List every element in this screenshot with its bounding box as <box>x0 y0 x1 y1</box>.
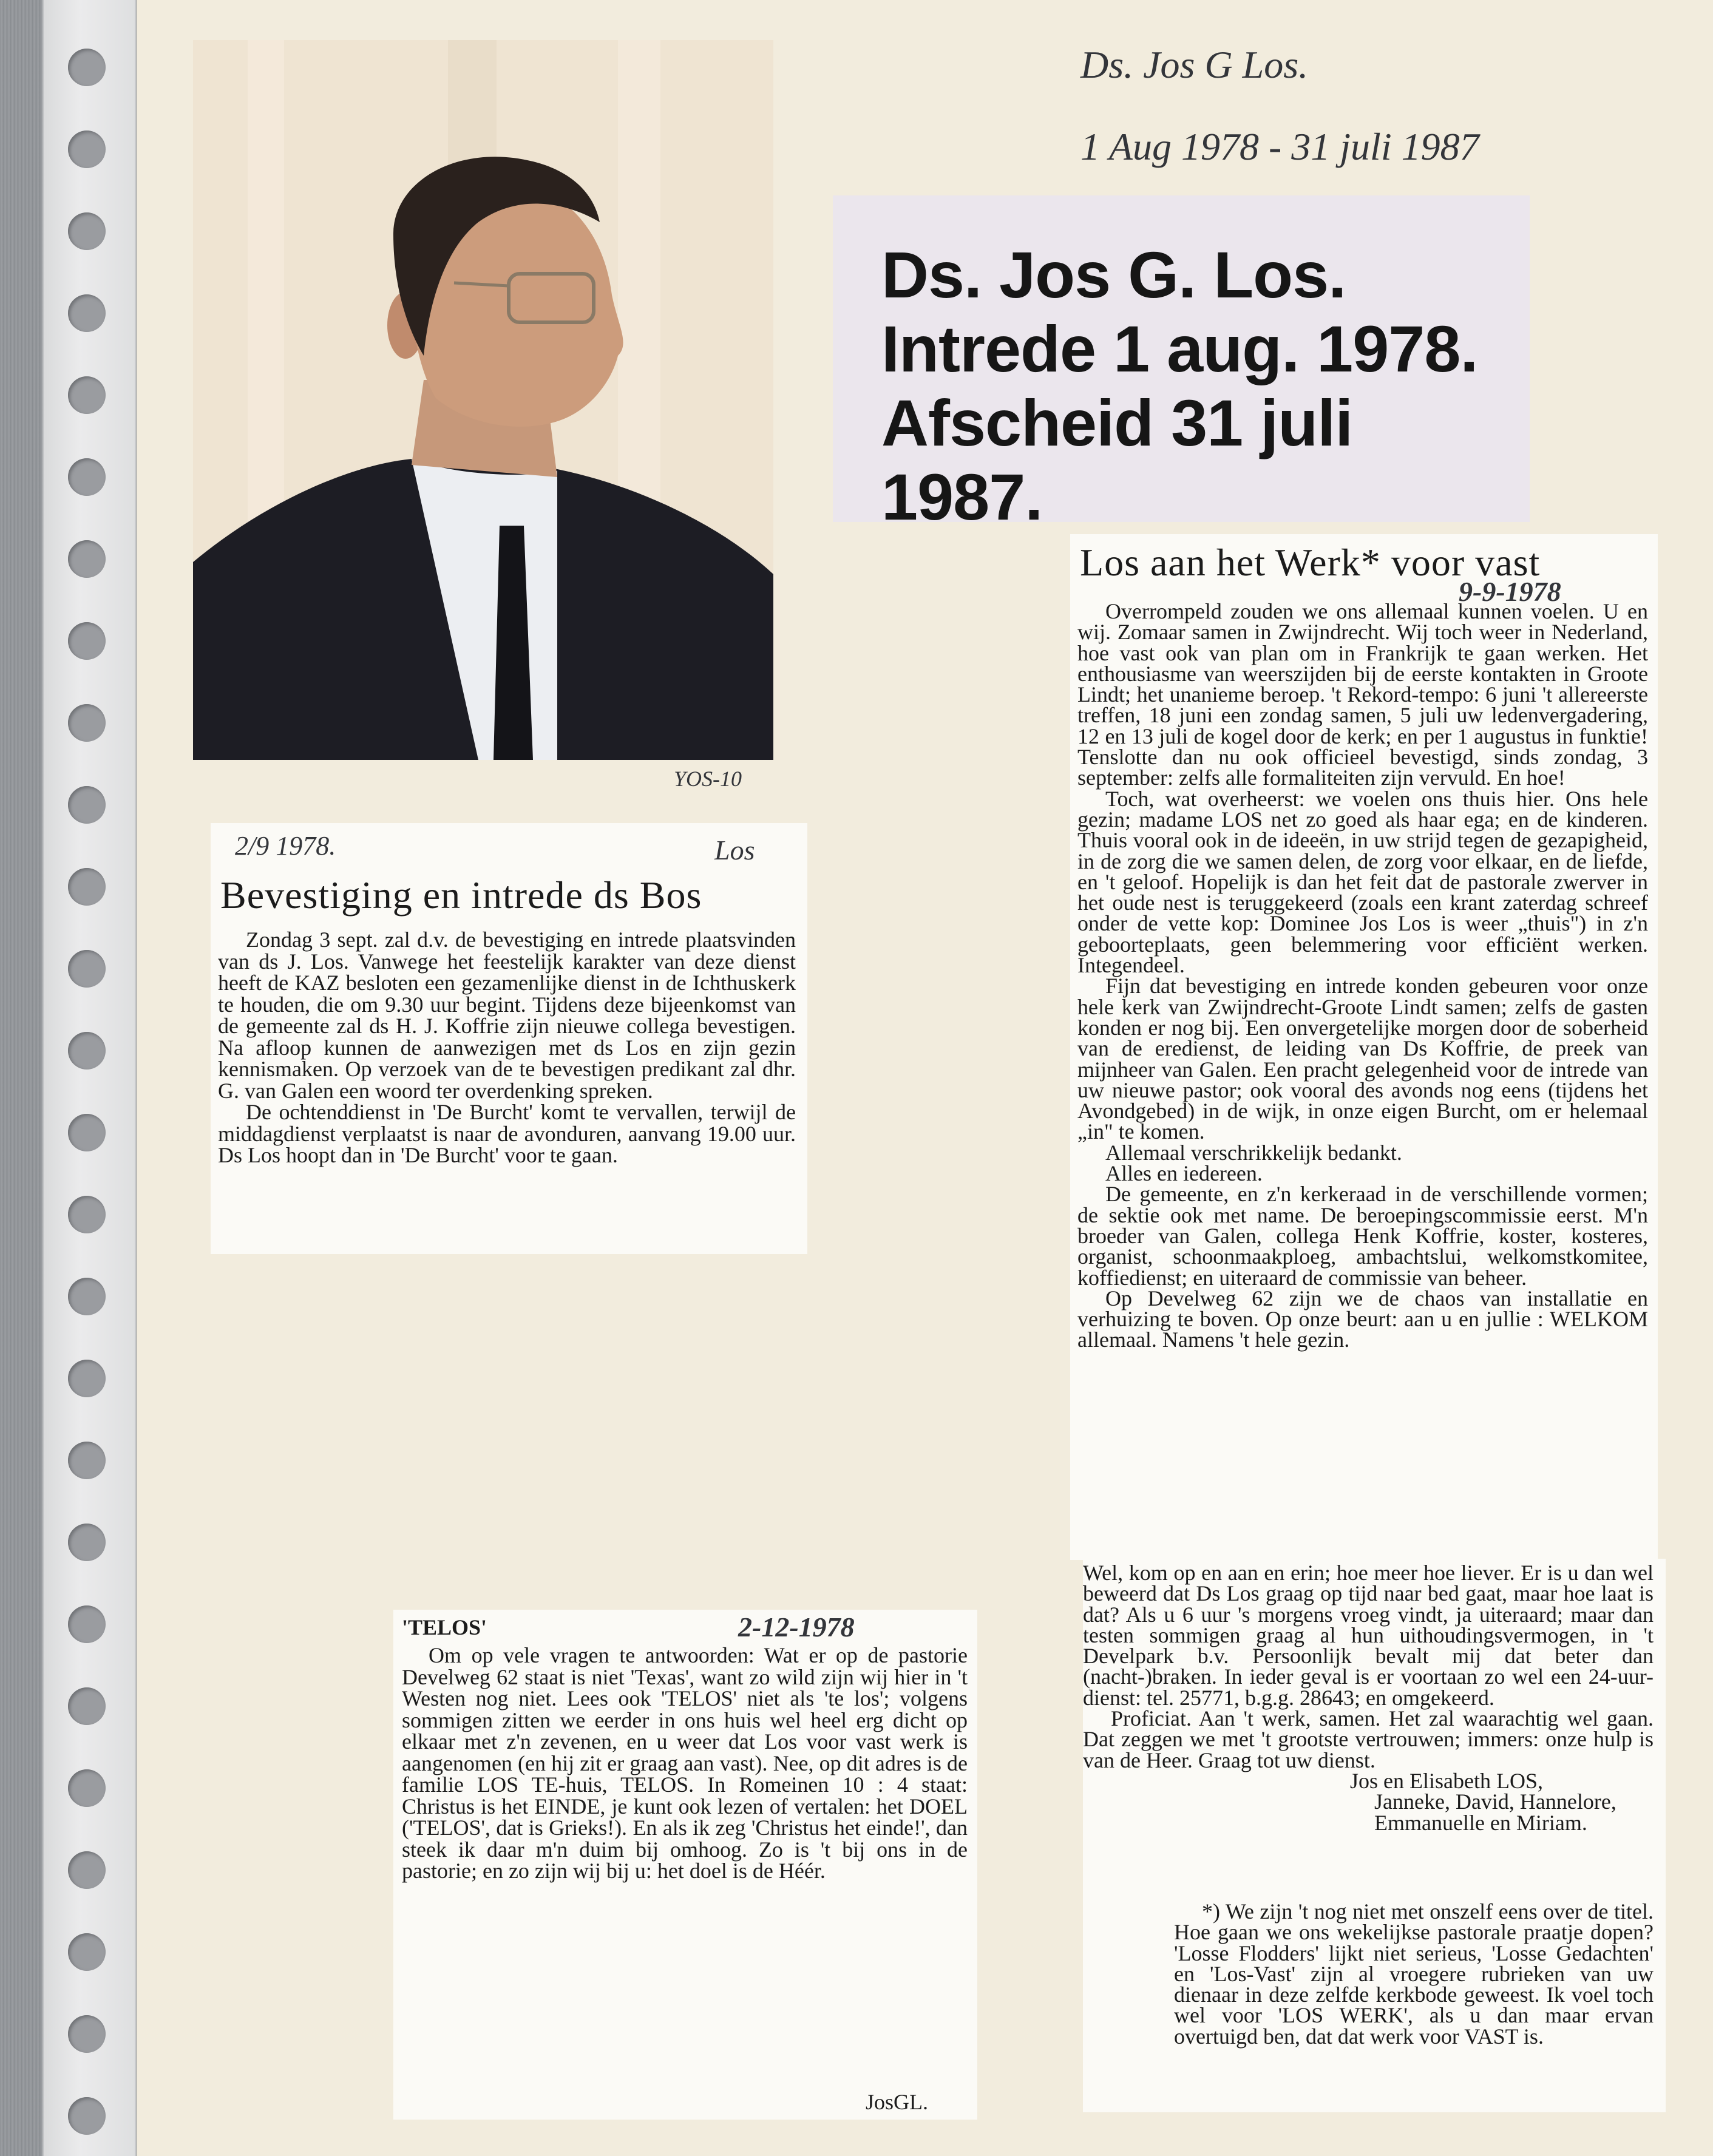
title-line-afscheid: Afscheid 31 juli 1987. <box>881 386 1353 534</box>
title-line-name: Ds. Jos G. Los. <box>881 238 1346 311</box>
punch-hole <box>68 704 106 742</box>
paragraph: Allemaal verschrikkelijk bedankt. <box>1105 1140 1402 1165</box>
paragraph: De ochtenddienst in 'De Burcht' komt te vervallen, terwijl de middagdienst verplaatst is naar de avonduren, aanvang 19.00 uur. Ds Los hoopt dan in 'De Burcht' voor te gaan. <box>218 1100 796 1167</box>
punch-hole <box>68 131 106 168</box>
punch-hole <box>68 1769 106 1807</box>
clipping-body: Om op vele vragen te antwoorden: Wat er op de pastorie Develweg 62 staat is niet 'Texas', want zo wild zijn wij hier in 't Westen nog niet. Lees ook 'TELOS' niet als 'te los'; volgens sommigen zitten we eerder in ons huis wel heel erg dicht op elkaar met z'n zevenen, en u weer dat Los voor vast werk is aangenomen (en hij zit er graag aan vast). Nee, op dit adres is de familie LOS TE-huis, TELOS. In Romeinen 10 : 4 staat: Christus is het EINDE, je kunt ook lezen of vertalen: het DOEL ('TELOS', dat is Grieks!). En als ik zeg 'Christus het einde!', dan steek ik daar m'n duim bij omhoog. Zo is 't bij ons in de pastorie; en zo zijn wij bij u: het doel is de Héér. <box>402 1643 968 1883</box>
photo-reference: YOS-10 <box>674 767 742 791</box>
punch-hole <box>68 1442 106 1479</box>
clipping-body <box>1077 601 1648 1351</box>
handwritten-date: 2-12-1978 <box>738 1612 855 1642</box>
punch-hole <box>68 1196 106 1233</box>
paragraph: De gemeente, en z'n kerkeraad in de verschillende vormen; de sektie ook met name. De beroepingscommissie eerst. M'n broeder van Galen, collega Henk Koffrie, koster, kosteres, organist, schoonmaakploeg, ambachtslui, welkomstkomitee, koffiedienst; en uiteraard de commissie van beheer. <box>1077 1182 1648 1290</box>
footnote: *) We zijn 't nog niet met onszelf eens over de titel. Hoe gaan we ons wekelijkse pastorale praatje dopen? 'Losse Flodders' lijkt niet serieus, 'Losse Gedachten' en 'Los-Vast' zijn al vroegere rubrieken van uw dienaar in deze zelfde kerkbode geweest. Ik voel toch wel voor 'LOS WERK', als u dan maar ervan overtuigd ben, dat dat werk voor VAST is. <box>1174 1899 1654 2049</box>
signature-line: Emmanuelle en Miriam. <box>1374 1810 1587 1835</box>
handwritten-name: Ds. Jos G Los. <box>1080 43 1309 86</box>
title-line-intrede: Intrede 1 aug. 1978. <box>881 312 1478 385</box>
paragraph: Overrompeld zouden we ons allemaal kunnen voelen. U en wij. Zomaar samen in Zwijndrecht. Wij toch weer in Nederland, hoe vast ook van plan om in Frankrijk te gaan werken. Het enthousiasme van weerszijden bij de eerste kontakten in Groote Lindt; het unanieme beroep. 't Rekord-tempo: 6 juni 't allereerste treffen, 18 juni een zondag samen, 5 juli uw ledenvergadering, 12 en 13 juli de kogel door de kerk; en per 1 augustus in funktie! Tenslotte dan nu ook officieel bevestigd, sinds zondag, 3 september: zelfs alle formaliteiten zijn vervuld. En hoe! <box>1077 599 1648 790</box>
clipping-los-aan-het-werk <box>1070 534 1658 1560</box>
punch-hole <box>68 950 106 988</box>
handwritten-note: Los <box>714 835 755 866</box>
clipping-body <box>218 929 796 1167</box>
punch-hole <box>68 294 106 332</box>
clipping-headline: Bevestiging en intrede ds Bos <box>220 873 702 917</box>
punch-hole <box>68 540 106 578</box>
punch-hole <box>68 1687 106 1725</box>
punch-hole <box>68 1605 106 1643</box>
punch-hole <box>68 49 106 86</box>
paragraph: Alles en iedereen. <box>1105 1161 1263 1186</box>
portrait-illustration <box>193 40 773 760</box>
clipping-heading: 'TELOS' <box>402 1615 487 1639</box>
paragraph: Toch, wat overheerst: we voelen ons thuis hier. Ons hele gezin; madame LOS net zo goed als haar ega; en de kinderen. Thuis vooral ook in de ideeën, in uw strijd tegen de gezapigheid, in de zorg die we samen delen, de zorg voor elkaar, en de liefde, en 't geloof. Hopelijk is dan het feit dat de pastorale zwerver in het oude nest is teruggekeerd (zoals een krant zaterdag schreef onder de vette kop: Dominee Jos Los is weer „thuis") in z'n geboorteplaats, geen belemmering voor efficiënt werken. Integendeel. <box>1077 786 1648 978</box>
signature-line: Jos en Elisabeth LOS, <box>1350 1768 1543 1793</box>
punch-hole <box>68 786 106 824</box>
punch-hole <box>68 458 106 496</box>
clipping-telos <box>393 1610 977 2120</box>
paragraph: Op Develweg 62 zijn we de chaos van installatie en verhuizing te boven. Op onze beurt: aan u en jullie : WELKOM allemaal. Namens 't hele gezin. <box>1077 1286 1648 1352</box>
punch-hole <box>68 1278 106 1315</box>
paragraph: Fijn dat bevestiging en intrede konden gebeuren voor onze hele kerk van Zwijndrecht-Groote Lindt samen; zelfs de gasten konden er nog bij. Een onvergetelijke morgen door de soberheid van de eredienst, de leiding van Ds Koffrie, de preek van mijnheer van Galen. Een pracht gelegenheid voor de intrede van uw nieuwe pastor; ook vooral des avonds nog eens (tijdens het Avondgebed) in de wijk, in onze eigen Burcht, om er helemaal „in" te komen. <box>1077 974 1648 1144</box>
punch-hole <box>68 1114 106 1151</box>
punch-hole <box>68 2097 106 2135</box>
paragraph: Zondag 3 sept. zal d.v. de bevestiging en intrede plaatsvinden van ds J. Los. Vanwege het feestelijk karakter van deze dienst heeft de KAZ besloten een gezamenlijke dienst in de Ichthuskerk te houden, die om 9.30 uur begint. Tijdens deze bijeenkomst van de gemeente zal ds H. J. Koffrie zijn nieuwe collega bevestigen. Na afloop kunnen de aanwezigen met ds Los en zijn gezin kennismaken. Op verzoek van de te bevestigen predikant zal dhr. G. van Galen een woord ter overdenking spreken. <box>218 927 796 1103</box>
punch-hole <box>68 1933 106 1971</box>
punch-hole <box>68 622 106 660</box>
handwritten-date: 9-9-1978 <box>1459 576 1561 607</box>
punch-hole <box>68 1524 106 1561</box>
handwritten-date: 2/9 1978. <box>235 831 336 861</box>
punch-hole <box>68 2015 106 2053</box>
clipping-headline: Los aan het Werk* voor vast <box>1080 541 1541 584</box>
punch-hole <box>68 1851 106 1889</box>
punch-hole <box>68 1360 106 1397</box>
clipping-continuation <box>1083 1559 1666 2112</box>
clipping-body <box>1083 1562 1654 1833</box>
punch-hole <box>68 212 106 250</box>
punch-hole <box>68 868 106 906</box>
handwritten-dates: 1 Aug 1978 - 31 juli 1987 <box>1080 125 1479 168</box>
signature: JosGL. <box>866 2090 929 2114</box>
paragraph: Wel, kom op en aan en erin; hoe meer hoe liever. Er is u dan wel beweerd dat Ds Los graag op tijd naar bed gaat, maar hoe laat is dat? Als u 6 uur 's morgens vroeg vindt, ja uiteraard; maar dan testen sommigen graag al hun uithoudingsvermogen, in 't Develpark b.v. Persoonlijk bevalt mij dat beter dan (nacht-)braken. In ieder geval is er voortaan zo wel een 24-uur-dienst: tel. 25771, b.g.g. 28643; en omgekeerd. <box>1083 1561 1654 1710</box>
punch-hole <box>68 376 106 414</box>
clipping-bevestiging <box>211 823 807 1254</box>
title-banner <box>833 195 1530 534</box>
punch-hole <box>68 1032 106 1070</box>
paragraph: Proficiat. Aan 't werk, samen. Het zal waarachtig wel gaan. Dat zeggen we met 't grootste vertrouwen; immers: onze hulp is van de Heer. Graag tot uw dienst. <box>1083 1706 1654 1772</box>
portrait-photo <box>193 40 773 760</box>
signature-line: Janneke, David, Hannelore, <box>1374 1789 1616 1814</box>
